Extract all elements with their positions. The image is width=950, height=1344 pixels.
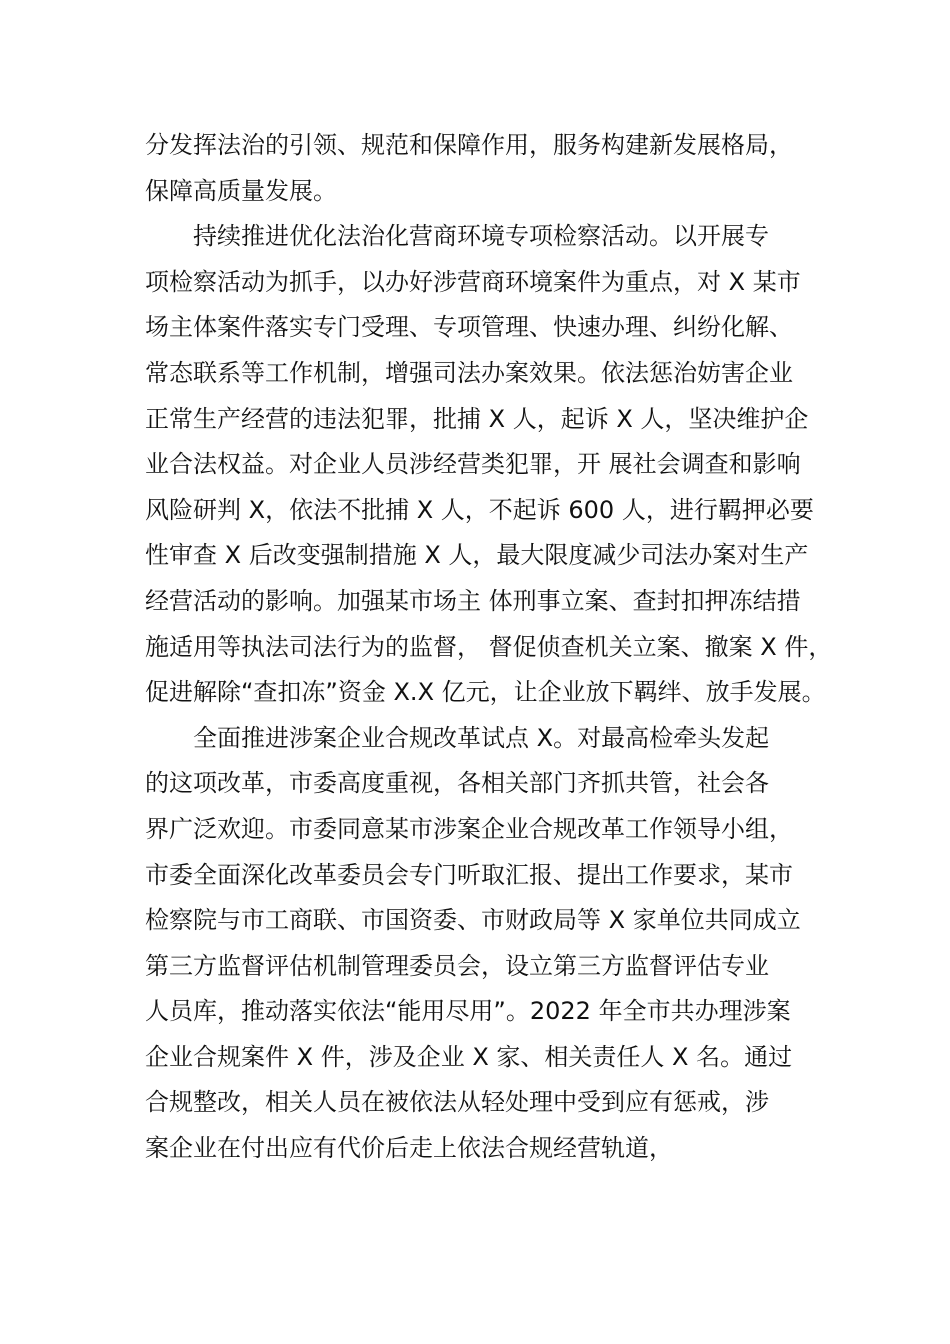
text-line: 性审查 X 后改变强制措施 X 人，最大限度减少司法办案对生产: [145, 541, 809, 570]
text-line: 经营活动的影响。加强某市场主 体刑事立案、查封扣押冻结措: [145, 586, 801, 615]
text-line: 促进解除“查扣冻”资金 X.X 亿元，让企业放下羁绊、放手发展。: [145, 678, 826, 707]
text-line: 案企业在付出应有代价后走上依法合规经营轨道，: [145, 1134, 673, 1163]
text-line: 的这项改革，市委高度重视，各相关部门齐抓共管，社会各: [145, 769, 769, 798]
text-line: 保障高质量发展。: [145, 176, 337, 205]
text-line: 场主体案件落实专门受理、专项管理、快速办理、纠纷化解、: [145, 313, 793, 342]
body-text: [145, 123, 845, 1172]
text-line: 全面推进涉案企业合规改革试点 X。对最高检牵头发起: [193, 723, 770, 752]
text-line: 正常生产经营的违法犯罪，批捕 X 人，起诉 X 人，坚决维护企: [145, 404, 809, 433]
text-line: 业合法权益。对企业人员涉经营类犯罪，开 展社会调查和影响: [145, 450, 801, 479]
text-line: 检察院与市工商联、市国资委、市财政局等 X 家单位共同成立: [145, 906, 801, 935]
text-line: 持续推进优化法治化营商环境专项检察活动。以开展专: [193, 222, 769, 251]
text-line: 人员库，推动落实依法“能用尽用”。2022 年全市共办理涉案: [145, 997, 791, 1026]
text-line: 合规整改，相关人员在被依法从轻处理中受到应有惩戒，涉: [145, 1088, 769, 1117]
text-line: 界广泛欢迎。市委同意某市涉案企业合规改革工作领导小组，: [145, 814, 793, 843]
text-line: 常态联系等工作机制，增强司法办案效果。依法惩治妨害企业: [145, 358, 793, 387]
text-line: 企业合规案件 X 件，涉及企业 X 家、相关责任人 X 名。通过: [145, 1042, 793, 1071]
text-line: 风险研判 X，依法不批捕 X 人，不起诉 600 人，进行羁押必要: [145, 495, 814, 524]
text-line: 项检察活动为抓手，以办好涉营商环境案件为重点，对 X 某市: [145, 267, 801, 296]
text-line: 施适用等执法司法行为的监督， 督促侦查机关立案、撤案 X 件，: [145, 632, 833, 661]
text-line: 分发挥法治的引领、规范和保障作用，服务构建新发展格局，: [145, 131, 793, 159]
text-line: 第三方监督评估机制管理委员会，设立第三方监督评估专业: [145, 951, 769, 980]
text-line: 市委全面深化改革委员会专门听取汇报、提出工作要求，某市: [145, 860, 793, 889]
